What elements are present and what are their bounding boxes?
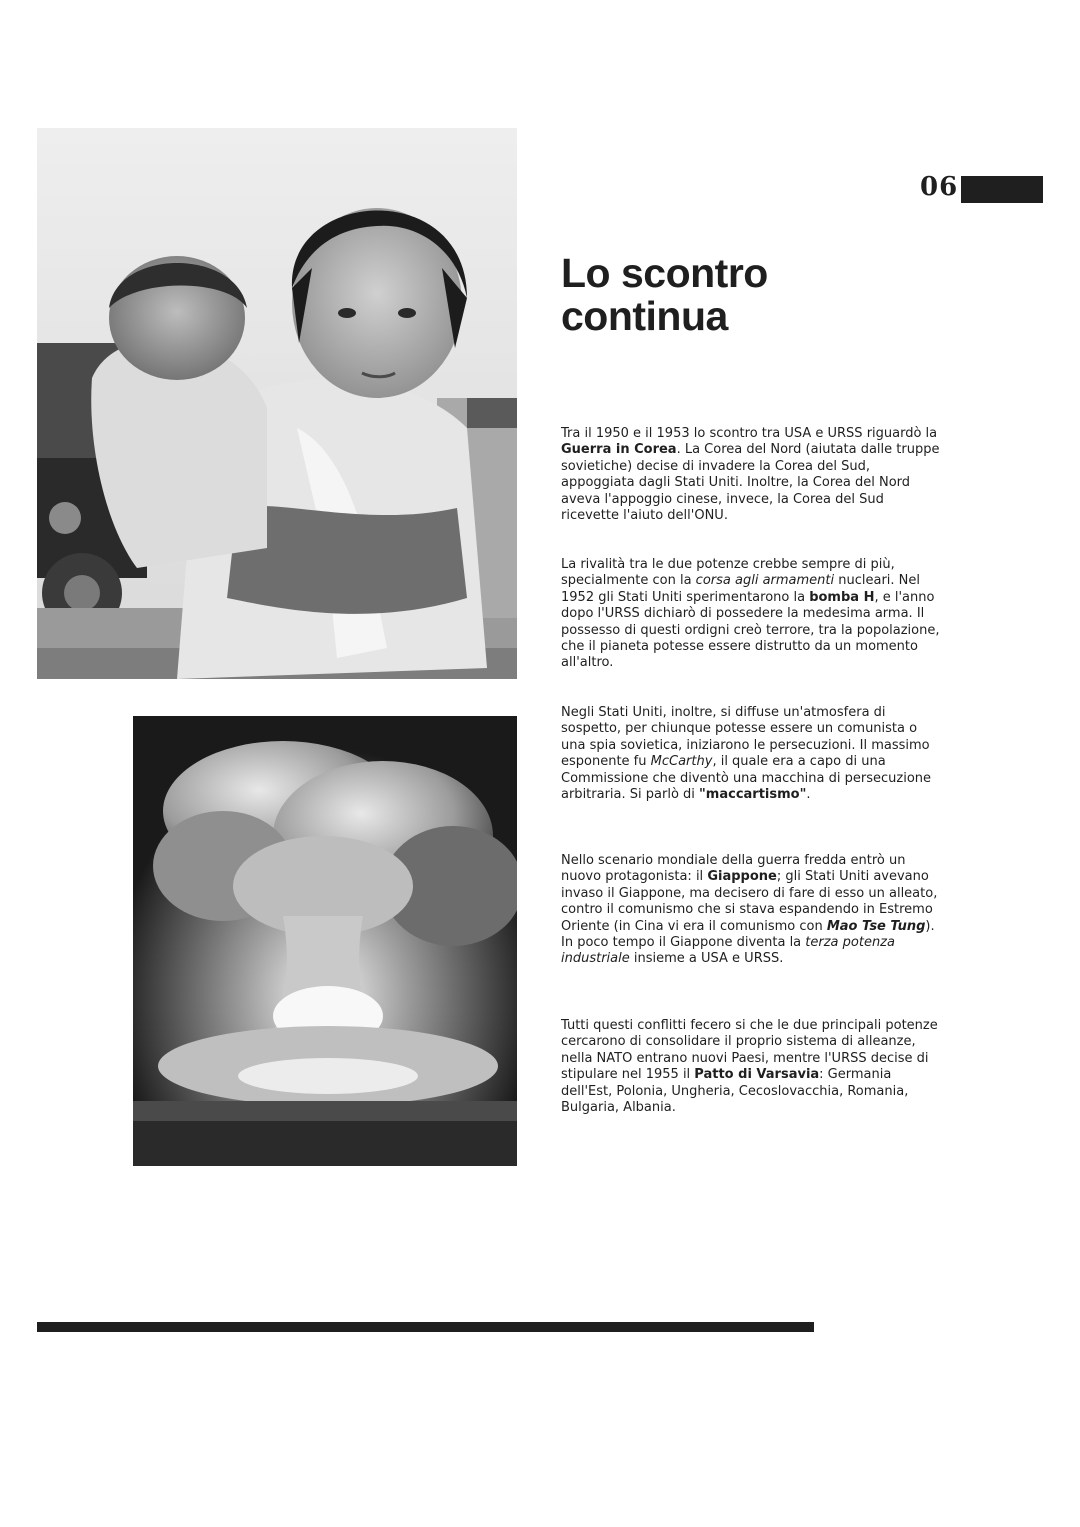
- paragraph-alliances: [561, 1018, 941, 1116]
- text: ). In poco tempo il Giappone diventa la: [561, 918, 935, 951]
- paragraph-mccarthyism: [561, 705, 941, 803]
- bold-text: Patto di Varsavia: [694, 1067, 820, 1083]
- text: : Germania dell'Est, Polonia, Ungheria, Cecoslovacchia, Romania, Bulgaria, Albania.: [561, 1067, 909, 1116]
- bold-text: "maccartismo": [699, 787, 807, 803]
- photo-mushroom-cloud: [133, 716, 517, 1166]
- text: , e l'anno dopo l'URSS dichiarò di possedere la medesima arma. Il possesso di questi ordigni creò terrore, tra la popolazione, che il pianeta potesse essere distrutto da un momento all'altro.: [561, 589, 940, 671]
- bold-italic-text: Mao Tse Tung: [826, 918, 926, 934]
- bold-text: bomba H: [809, 589, 875, 605]
- photo-korean-children: [37, 128, 517, 679]
- page-number: 06: [920, 172, 959, 202]
- page-number-bar: [961, 176, 1043, 203]
- text: nucleari. Nel 1952 gli Stati Uniti sperimentarono la: [561, 573, 921, 605]
- text: insieme a USA e URSS.: [629, 951, 784, 967]
- bold-text: Giappone: [707, 869, 777, 885]
- title-line-2: continua: [561, 293, 728, 339]
- text: .: [806, 787, 811, 803]
- paragraph-korea-war: [561, 426, 941, 524]
- paragraph-arms-race: [561, 557, 941, 672]
- text: , il quale era a capo di una Commissione che diventò una macchina di persecuzione arbitraria. Si parlò di: [561, 754, 932, 803]
- text: La rivalità tra le due potenze crebbe sempre di più, specialmente con la: [561, 557, 895, 589]
- italic-text: McCarthy: [650, 754, 713, 770]
- page-title: [561, 252, 891, 338]
- text: Tutti questi conflitti fecero si che le due principali potenze cercarono di consolidare il proprio sistema di alleanze, nella NATO entrano nuovi Paesi, mentre l'URSS decise di stipulare nel 1955 il: [561, 1018, 938, 1083]
- title-line-1: Lo scontro: [561, 250, 768, 296]
- italic-text: terza potenza industriale: [561, 935, 895, 967]
- text: Nello scenario mondiale della guerra fredda entrò un nuovo protagonista: il: [561, 853, 906, 885]
- paragraph-japan: [561, 853, 941, 968]
- text: . La Corea del Nord (aiutata dalle truppe sovietiche) decise di invadere la Corea del Sud, appoggiata dagli Stati Uniti. Inoltre, la Corea del Nord aveva l'appoggio cinese, invece, la Corea del Sud ricevette l'aiuto dell'ONU.: [561, 442, 940, 524]
- footer-bar: [37, 1322, 814, 1332]
- text: ; gli Stati Uniti avevano invaso il Giappone, ma decisero di fare di esso un alleato, contro il comunismo che si stava espandendo in Estremo Oriente (in Cina vi era il comunismo con: [561, 869, 938, 934]
- bold-text: Guerra in Corea: [561, 442, 677, 458]
- text: Tra il 1950 e il 1953 lo scontro tra USA e URSS riguardò la: [561, 426, 938, 441]
- text: Negli Stati Uniti, inoltre, si diffuse un'atmosfera di sospetto, per chiunque potesse essere un comunista o una spia sovietica, iniziarono le persecuzioni. Il massimo esponente fu: [561, 705, 930, 770]
- italic-text: corsa agli armamenti: [695, 573, 835, 589]
